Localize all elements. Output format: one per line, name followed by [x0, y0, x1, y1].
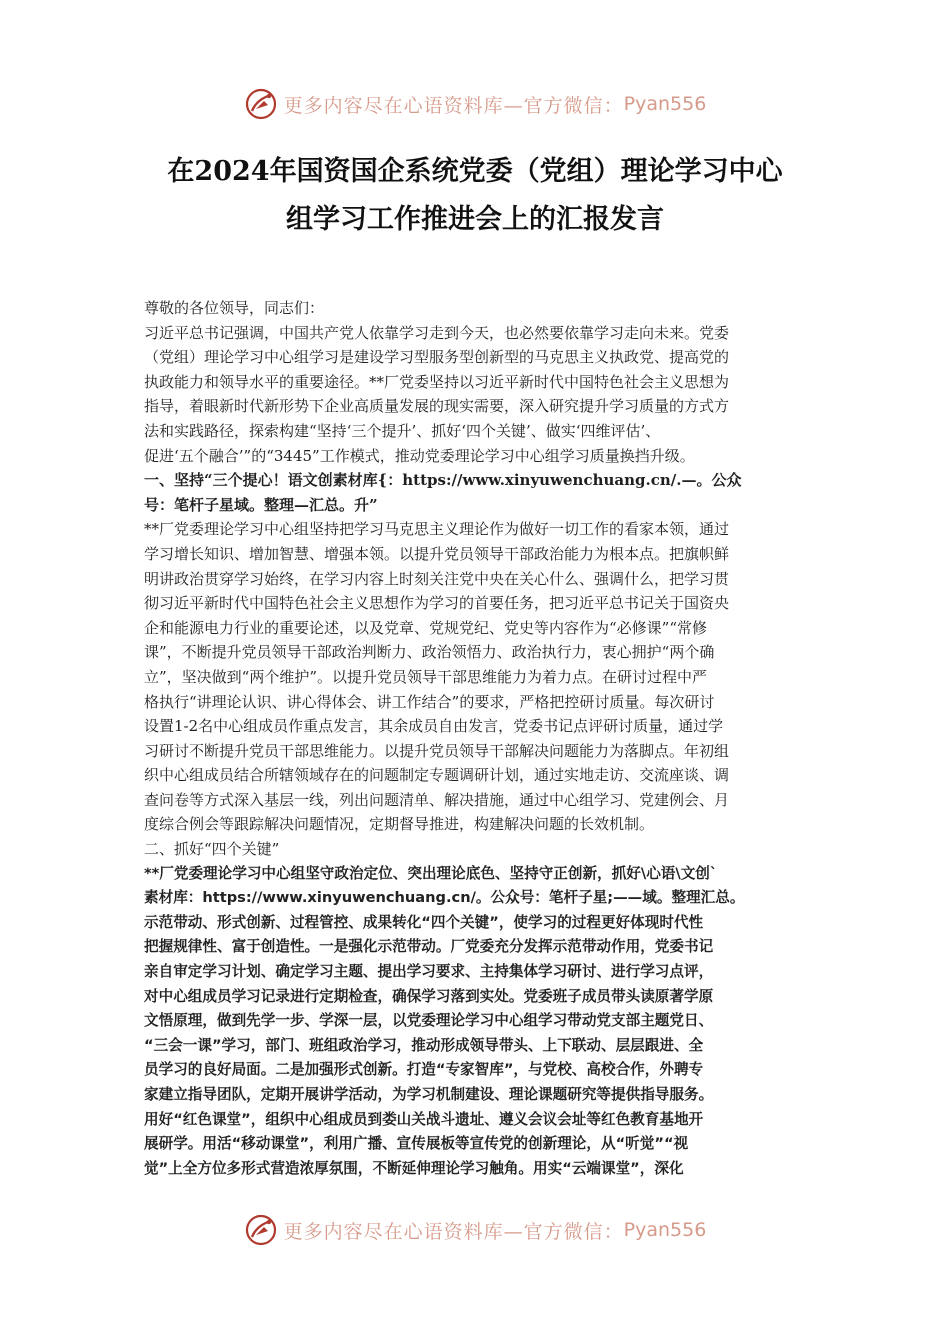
- body-line: 素材库：https://www.xinyuwenchuang.cn/。公众号：笔杆子星;——域。整理汇总。: [144, 889, 745, 907]
- watermark-text: 更多内容尽在心语资料库—官方微信：: [283, 94, 624, 117]
- body-line: 用好“红色课堂”，组织中心组成员到娄山关战斗遗址、遵义会议会址等红色教育基地开: [144, 1110, 704, 1128]
- body-line: 查问卷等方式深入基层一线，列出问题清单、解决措施，通过中心组学习、党建例会、月: [144, 790, 730, 809]
- watermark-banner-bottom: [0, 1206, 950, 1254]
- watermark-id: Pyan556: [623, 1219, 707, 1241]
- watermark-banner-top: [0, 80, 950, 128]
- body-line: 家建立指导团队，定期开展讲学活动，为学习机制建设、理论课题研究等提供指导服务。: [144, 1086, 714, 1103]
- watermark-text: 更多内容尽在心语资料库—官方微信：: [283, 1220, 624, 1243]
- body-line: 促进‘五个融合’”的“3445”工作模式，推动党委理论学习中心组学习质量换挡升级。: [144, 446, 695, 465]
- body-line: 展研学。用活“移动课堂”，利用广播、宣传展板等宣传党的创新理论，从“听觉”“视: [144, 1135, 689, 1153]
- body-line: 对中心组成员学习记录进行定期检查，确保学习落到实处。党委班子成员带头读原著学原: [144, 987, 714, 1005]
- body-line: 觉”上全方位多形式营造浓厚氛围，不断延伸理论学习触角。用实“云端课堂”，深化: [144, 1159, 684, 1177]
- body-line: 学习增长知识、增加智慧、增强本领。以提升党员领导干部政治能力为根本点。把旗帜鲜: [144, 544, 730, 563]
- body-line: 亲自审定学习计划、确定学习主题、提出学习要求、主持集体学习研讨、进行学习点评，: [144, 963, 714, 981]
- logo-icon: [244, 87, 278, 121]
- section-heading-1: 一、坚持“三个提心！语文创素材库{：https://www.xinyuwenchuang.cn/.—。公众: [144, 471, 742, 490]
- body-line: 尊敬的各位领导，同志们：: [144, 299, 325, 317]
- logo-icon: [244, 1213, 278, 1247]
- body-line: **厂党委理论学习中心组坚持把学习马克思主义理论作为做好一切工作的看家本领，通过: [144, 520, 730, 539]
- body-line: 立”，坚决做到“两个维护”。以提升党员领导干部思维能力为着力点。在研讨过程中严: [144, 667, 708, 686]
- body-line: 格执行“讲理论认识、讲心得体会、讲工作结合”的要求，严格把控研讨质量。每次研讨: [144, 692, 715, 711]
- document-body: [144, 296, 812, 1181]
- body-line: 企和能源电力行业的重要论述，以及党章、党规党纪、党史等内容作为“必修课”“常修: [144, 618, 708, 637]
- body-line: 习研讨不断提升党员干部思维能力。以提升党员领导干部解决问题能力为落脚点。年初组: [144, 741, 730, 760]
- page-title: [90, 148, 860, 244]
- body-line: 把握规律性、富于创造性。一是强化示范带动。厂党委充分发挥示范带动作用，党委书记: [144, 938, 714, 956]
- watermark-id: Pyan556: [623, 93, 707, 115]
- body-line: 织中心组成员结合所辖领域存在的问题制定专题调研计划，通过实地走访、交流座谈、调: [144, 766, 730, 785]
- body-line: 示范带动、形式创新、过程管控、成果转化“四个关键”，使学习的过程更好体现时代性: [144, 913, 704, 931]
- section-heading-2: 二、抓好“四个关键”: [144, 840, 280, 859]
- body-line: 员学习的良好局面。二是加强形式创新。打造“专家智库”，与党校、高校合作，外聘专: [144, 1061, 704, 1079]
- body-line: **厂党委理论学习中心组坚守政治定位、突出理论底色、坚持守正创新，抓好\心语\文创`: [144, 864, 718, 882]
- title-line-1: 在2024年国资国企系统党委（党组）理论学习中心: [167, 156, 783, 187]
- body-line: 习近平总书记强调，中国共产党人依靠学习走到今天，也必然要依靠学习走向未来。党委: [144, 323, 730, 342]
- body-line: 法和实践路径，探索构建“坚持‘三个提升’、抓好‘四个关键’、做实‘四维评估’、: [144, 421, 661, 440]
- section-heading-1-cont: 号：笔杆子星域。整理—汇总。升”: [144, 495, 378, 514]
- body-line: （党组）理论学习中心组学习是建设学习型服务型创新型的马克思主义执政党、提高党的: [144, 348, 730, 367]
- body-line: 执政能力和领导水平的重要途径。**厂党委坚持以习近平新时代中国特色社会主义思想为: [144, 372, 730, 391]
- body-line: 度综合例会等跟踪解决问题情况，定期督导推进，构建解决问题的长效机制。: [144, 815, 655, 834]
- title-line-2: 组学习工作推进会上的汇报发言: [286, 204, 664, 235]
- body-line: “三会一课”学习，部门、班组政治学习，推动形成领导带头、上下联动、层层跟进、全: [144, 1036, 704, 1054]
- body-line: 设置1-2名中心组成员作重点发言，其余成员自由发言，党委书记点评研讨质量，通过学: [144, 717, 724, 736]
- body-line: 课”，不断提升党员领导干部政治判断力、政治领悟力、政治执行力，衷心拥护“两个确: [144, 643, 715, 662]
- body-line: 彻习近平新时代中国特色社会主义思想作为学习的首要任务，把习近平总书记关于国资央: [144, 594, 730, 613]
- body-line: 指导，着眼新时代新形势下企业高质量发展的现实需要，深入研究提升学习质量的方式方: [144, 397, 730, 416]
- body-line: 文悟原理，做到先学一步、学深一层，以党委理论学习中心组学习带动党支部主题党日、: [144, 1012, 714, 1030]
- body-line: 明讲政治贯穿学习始终，在学习内容上时刻关注党中央在关心什么、强调什么，把学习贯: [144, 569, 730, 588]
